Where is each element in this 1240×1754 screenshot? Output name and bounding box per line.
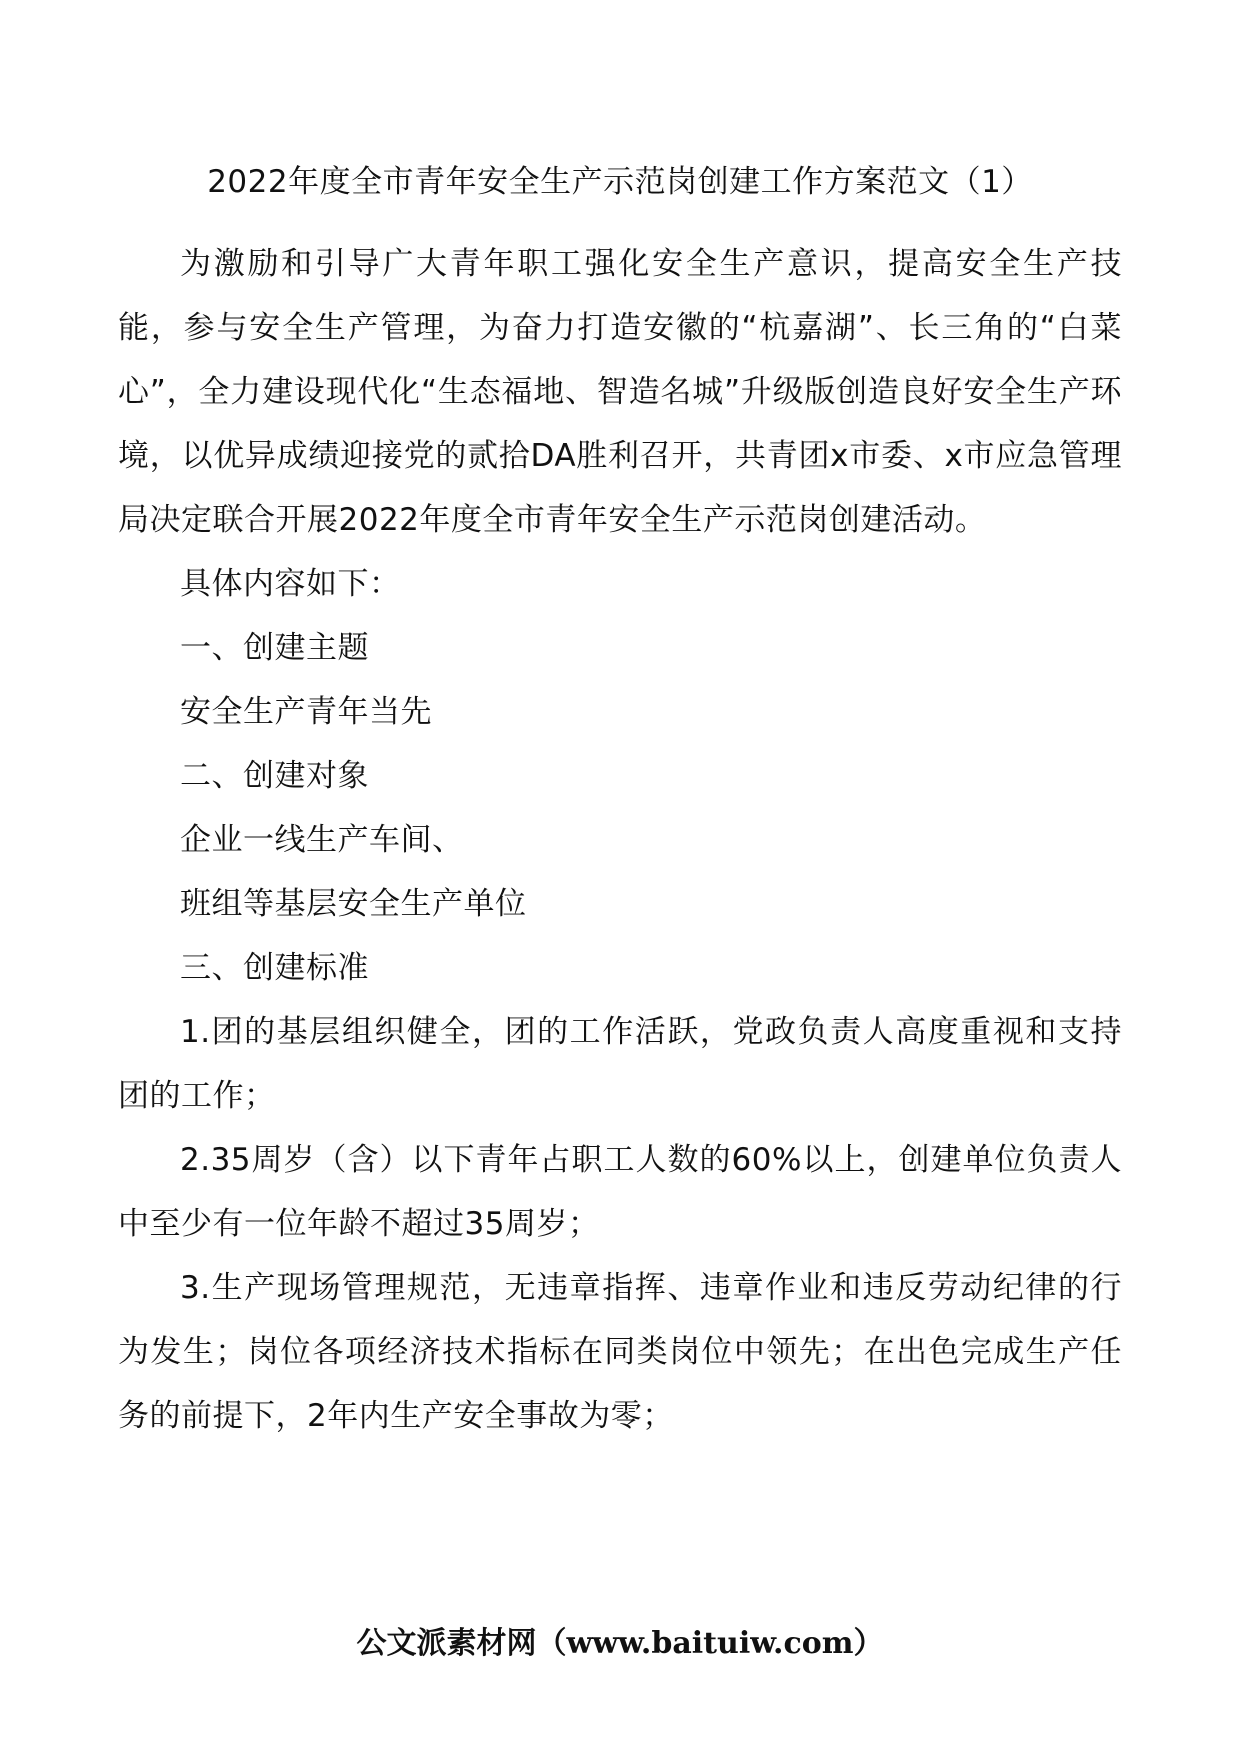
paragraph-intro: 为激励和引导广大青年职工强化安全生产意识，提高安全生产技能，参与安全生产管理，为奋力打造安徽的“杭嘉湖”、长三角的“白菜心”，全力建设现代化“生态福地、智造名城”升级版创造良好安全生产环境，以优异成绩迎接党的贰拾DA胜利召开，共青团x市委、x市应急管理局决定联合开展2022年度全市青年安全生产示范岗创建活动。 — [118, 246, 1122, 538]
paragraph-target-2: 班组等基层安全生产单位 — [180, 886, 527, 922]
standard-item-1: 1.团的基层组织健全，团的工作活跃，党政负责人高度重视和支持团的工作； — [118, 1014, 1122, 1114]
section-heading-theme: 一、创建主题 — [180, 630, 369, 666]
document-body — [118, 150, 1122, 1448]
paragraph-theme: 安全生产青年当先 — [180, 694, 432, 730]
paragraph-content-intro: 具体内容如下： — [180, 566, 401, 602]
paragraph-target-1: 企业一线生产车间、 — [180, 822, 464, 858]
standard-item-3: 3.生产现场管理规范，无违章指挥、违章作业和违反劳动纪律的行为发生；岗位各项经济技术指标在同类岗位中领先；在出色完成生产任务的前提下，2年内生产安全事故为零； — [118, 1270, 1122, 1434]
section-heading-standard: 三、创建标准 — [180, 950, 369, 986]
section-heading-target: 二、创建对象 — [180, 758, 369, 794]
page-footer: 公文派素材网（www.baituiw.com） — [356, 1626, 884, 1661]
standard-item-2: 2.35周岁（含）以下青年占职工人数的60%以上，创建单位负责人中至少有一位年龄不超过35周岁； — [118, 1142, 1122, 1242]
document-title: 2022年度全市青年安全生产示范岗创建工作方案范文（1） — [207, 164, 1033, 200]
